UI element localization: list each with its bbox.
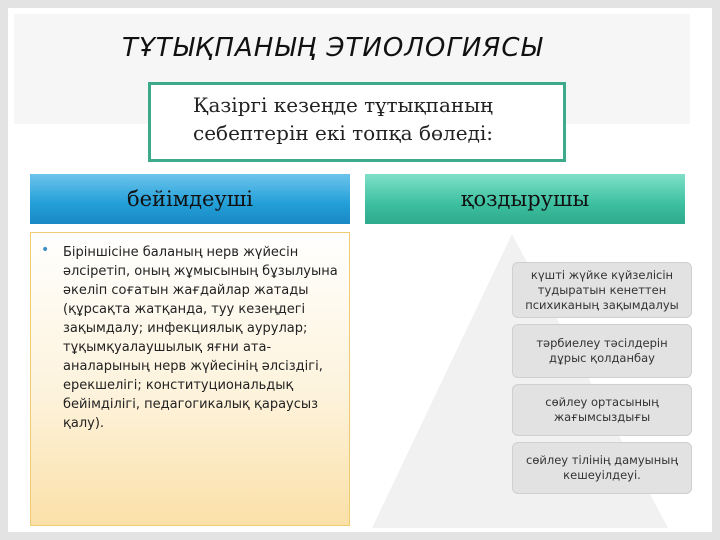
left-column-header: бейімдеуші xyxy=(30,174,350,224)
right-column-header: қоздырушы xyxy=(365,174,685,224)
subtitle-box: Қазіргі кезеңде тұтықпаның себептерін екі топқа бөледі: xyxy=(148,82,566,162)
pyramid-item-text: тәрбиелеу тәсілдерін дұрыс қолданбау xyxy=(536,336,668,365)
pyramid-item-text: күшті жүйке күйзелісін тудыратын кенеттен психиканың зақымдалуы xyxy=(525,267,679,312)
bullet-icon: • xyxy=(41,242,50,258)
pyramid-item xyxy=(512,442,692,494)
left-content-box xyxy=(30,232,350,526)
slide-title: ТҰТЫҚПАНЫҢ ЭТИОЛОГИЯСЫ xyxy=(122,33,543,63)
pyramid-item xyxy=(512,324,692,378)
pyramid-item-text: сөйлеу тілінің дамуының кешеуілдеуі. xyxy=(526,453,678,482)
left-bullet-text: Біріншісіне баланың нерв жүйесін әлсіретіп, оның жұмысының бұзылуына әкеліп соғатын жағдайлар жатады (құрсақта жатқанда, туу кезеңдегі зақымдалу; инфекциялық аурулар; тұқымқуалаушылық яғни ата-аналарының нерв жүйесінің әлсіздігі, ерекшелігі; конституциональдық бейімділігі, педагогикалық қараусыз қалу). xyxy=(63,245,338,431)
pyramid-item xyxy=(512,262,692,318)
pyramid-item-text: сөйлеу ортасының жағымсыздығы xyxy=(545,395,659,424)
pyramid-item xyxy=(512,384,692,436)
